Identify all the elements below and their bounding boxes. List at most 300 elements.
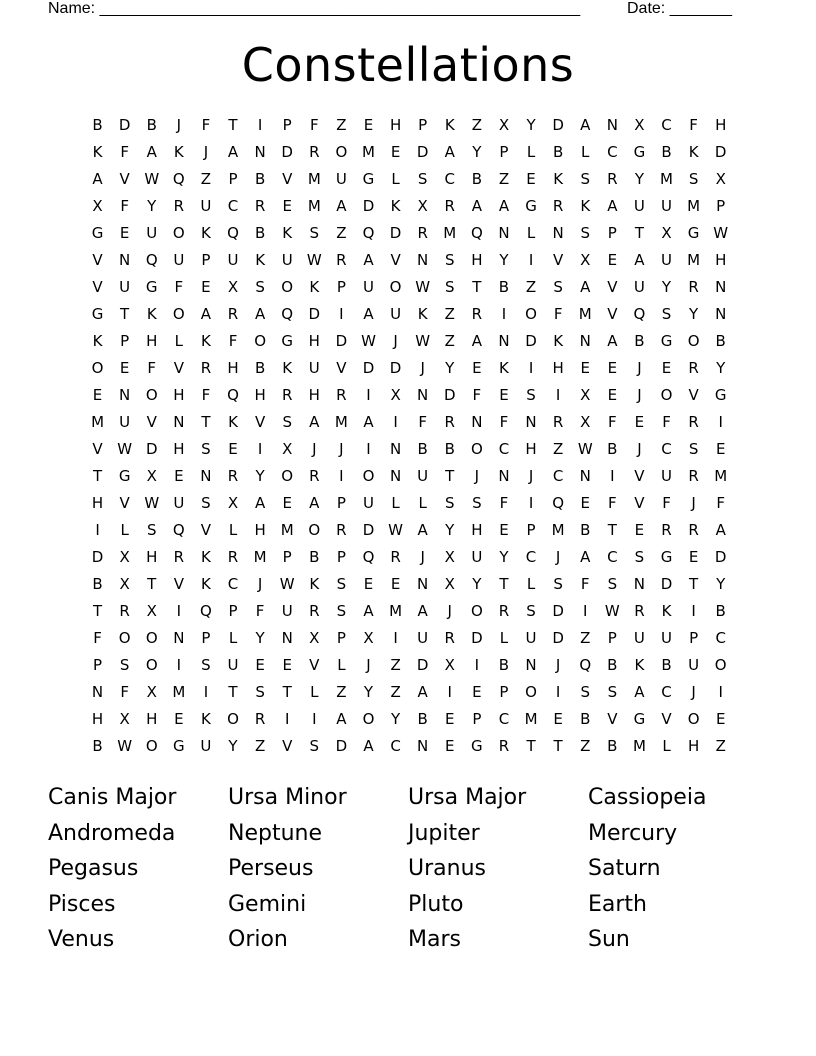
grid-letter[interactable]: N [606,115,618,134]
grid-letter[interactable]: R [607,169,618,188]
grid-letter[interactable]: X [146,466,157,485]
grid-letter[interactable]: T [92,601,103,620]
grid-letter[interactable]: D [362,520,375,539]
grid-letter[interactable]: E [607,358,618,377]
grid-letter[interactable]: R [227,547,239,566]
grid-letter[interactable]: I [501,304,507,323]
grid-letter[interactable]: D [335,331,348,350]
grid-letter[interactable]: I [555,682,561,701]
grid-letter[interactable]: X [444,547,455,566]
grid-letter[interactable]: P [499,682,509,701]
grid-letter[interactable]: N [525,412,537,431]
grid-letter[interactable]: K [146,304,157,323]
grid-letter[interactable]: E [363,115,374,134]
grid-letter[interactable]: P [282,115,292,134]
grid-letter[interactable]: Q [172,520,185,539]
grid-letter[interactable]: H [91,709,104,728]
grid-letter[interactable]: F [120,682,129,701]
grid-letter[interactable]: K [444,115,455,134]
grid-letter[interactable]: O [91,358,104,377]
grid-letter[interactable]: B [607,736,618,755]
grid-letter[interactable]: E [607,385,618,404]
grid-letter[interactable]: F [608,412,617,431]
grid-letter[interactable]: E [526,169,536,188]
grid-letter[interactable]: F [662,493,671,512]
grid-letter[interactable]: A [634,682,645,701]
grid-letter[interactable]: J [474,466,480,485]
grid-letter[interactable]: S [634,547,645,566]
grid-letter[interactable]: U [633,196,645,215]
grid-letter[interactable]: N [417,736,429,755]
grid-letter[interactable]: J [637,385,642,404]
grid-letter[interactable]: C [498,709,510,728]
grid-letter[interactable]: V [661,709,672,728]
grid-letter[interactable]: E [553,709,563,728]
grid-letter[interactable]: F [716,493,726,512]
grid-letter[interactable]: R [254,709,266,728]
grid-letter[interactable]: V [119,169,130,188]
grid-letter[interactable]: A [363,412,374,431]
grid-letter[interactable]: E [499,385,509,404]
grid-letter[interactable]: D [389,223,402,242]
grid-letter[interactable]: C [525,547,537,566]
grid-letter[interactable]: R [309,601,320,620]
grid-letter[interactable]: X [309,628,320,647]
grid-letter[interactable]: N [173,412,185,431]
grid-letter[interactable]: P [228,169,238,188]
grid-letter[interactable]: N [254,142,266,161]
grid-letter[interactable]: N [417,250,429,269]
grid-letter[interactable]: U [281,250,293,269]
grid-letter[interactable]: L [418,493,427,512]
grid-letter[interactable]: S [336,601,347,620]
grid-letter[interactable]: S [309,736,320,755]
grid-letter[interactable]: O [172,304,185,323]
grid-letter[interactable]: F [499,412,509,431]
grid-letter[interactable]: D [145,439,158,458]
grid-letter[interactable]: G [633,709,646,728]
grid-letter[interactable]: O [254,331,267,350]
grid-letter[interactable]: C [552,466,564,485]
grid-letter[interactable]: A [417,682,428,701]
grid-letter[interactable]: Y [255,466,265,485]
grid-letter[interactable]: J [555,655,561,674]
grid-letter[interactable]: U [335,169,347,188]
grid-letter[interactable]: C [661,439,672,458]
grid-letter[interactable]: S [526,385,536,404]
grid-letter[interactable]: I [610,466,615,485]
grid-letter[interactable]: J [691,682,696,701]
grid-letter[interactable]: I [718,682,723,701]
grid-letter[interactable]: Q [362,547,375,566]
grid-letter[interactable]: R [336,520,347,539]
grid-letter[interactable]: V [92,277,103,296]
grid-letter[interactable]: A [146,142,157,161]
grid-letter[interactable]: O [172,223,185,242]
grid-letter[interactable]: S [201,439,211,458]
grid-letter[interactable]: B [634,331,645,350]
grid-letter[interactable]: E [688,547,699,566]
grid-letter[interactable]: B [498,655,510,674]
grid-letter[interactable]: U [308,358,320,377]
grid-letter[interactable]: U [417,466,429,485]
grid-letter[interactable]: R [309,142,320,161]
grid-letter[interactable]: A [417,520,428,539]
grid-letter[interactable]: M [443,223,457,242]
grid-letter[interactable]: U [661,466,672,485]
grid-letter[interactable]: E [282,655,292,674]
grid-letter[interactable]: Y [147,196,157,215]
grid-letter[interactable]: K [580,196,591,215]
grid-letter[interactable]: I [339,466,344,485]
grid-letter[interactable]: P [336,277,346,296]
grid-letter[interactable]: B [417,439,428,458]
grid-letter[interactable]: K [173,142,184,161]
grid-letter[interactable]: M [687,250,701,269]
grid-letter[interactable]: T [553,736,563,755]
grid-letter[interactable]: P [716,196,726,215]
grid-letter[interactable]: E [580,358,590,377]
grid-letter[interactable]: V [390,250,401,269]
grid-letter[interactable]: L [310,682,319,701]
grid-letter[interactable]: J [203,142,209,161]
grid-letter[interactable]: X [580,412,591,431]
grid-letter[interactable]: B [661,142,672,161]
grid-letter[interactable]: D [362,196,375,215]
grid-letter[interactable]: I [257,439,263,458]
grid-letter[interactable]: J [420,358,425,377]
grid-letter[interactable]: K [201,331,211,350]
grid-letter[interactable]: O [281,277,294,296]
grid-letter[interactable]: Z [390,655,401,674]
grid-letter[interactable]: R [661,520,672,539]
grid-letter[interactable]: T [689,574,699,593]
grid-letter[interactable]: L [662,736,671,755]
grid-letter[interactable]: T [607,520,617,539]
grid-letter[interactable]: A [580,547,591,566]
grid-letter[interactable]: W [144,169,160,188]
grid-letter[interactable]: R [444,628,455,647]
grid-letter[interactable]: O [118,628,131,647]
grid-letter[interactable]: D [389,358,402,377]
grid-letter[interactable]: L [391,169,400,188]
grid-letter[interactable]: Z [254,736,266,755]
grid-letter[interactable]: A [634,250,645,269]
grid-letter[interactable]: A [580,277,591,296]
grid-letter[interactable]: D [552,601,564,620]
grid-letter[interactable]: V [607,277,618,296]
grid-letter[interactable]: D [714,547,727,566]
grid-letter[interactable]: X [146,601,157,620]
grid-letter[interactable]: C [661,115,672,134]
grid-letter[interactable]: W [415,277,431,296]
grid-letter[interactable]: C [607,547,618,566]
grid-letter[interactable]: I [176,655,182,674]
grid-letter[interactable]: L [526,574,536,593]
grid-letter[interactable]: S [445,277,455,296]
grid-letter[interactable]: M [253,547,267,566]
grid-letter[interactable]: X [119,547,130,566]
grid-letter[interactable]: H [715,115,727,134]
grid-letter[interactable]: I [339,304,344,323]
grid-letter[interactable]: O [525,304,537,323]
grid-letter[interactable]: R [688,412,699,431]
grid-letter[interactable]: O [145,736,158,755]
grid-letter[interactable]: S [607,682,618,701]
grid-letter[interactable]: I [366,439,371,458]
grid-letter[interactable]: H [471,520,483,539]
grid-letter[interactable]: H [91,493,104,512]
grid-letter[interactable]: A [363,736,374,755]
grid-letter[interactable]: E [499,520,509,539]
grid-letter[interactable]: F [499,493,509,512]
grid-letter[interactable]: N [498,331,510,350]
grid-letter[interactable]: H [173,385,185,404]
grid-letter[interactable]: U [688,655,700,674]
grid-letter[interactable]: B [309,547,320,566]
grid-letter[interactable]: U [390,304,402,323]
grid-letter[interactable]: C [390,736,401,755]
grid-letter[interactable]: A [336,709,347,728]
grid-letter[interactable]: K [92,331,103,350]
grid-letter[interactable]: E [228,439,238,458]
grid-letter[interactable]: H [146,331,158,350]
grid-letter[interactable]: U [281,601,293,620]
grid-letter[interactable]: D [118,115,131,134]
grid-letter[interactable]: F [553,304,563,323]
grid-letter[interactable]: W [604,601,620,620]
grid-letter[interactable]: Y [499,547,509,566]
grid-letter[interactable]: X [580,385,591,404]
grid-letter[interactable]: T [147,574,157,593]
grid-letter[interactable]: V [634,466,645,485]
grid-letter[interactable]: J [420,547,425,566]
grid-letter[interactable]: B [471,169,482,188]
grid-letter[interactable]: G [118,466,131,485]
grid-letter[interactable]: V [553,250,564,269]
grid-letter[interactable]: A [200,304,212,323]
grid-letter[interactable]: X [119,709,130,728]
grid-letter[interactable]: E [634,412,645,431]
grid-letter[interactable]: Q [172,169,185,188]
grid-letter[interactable]: U [119,277,131,296]
grid-letter[interactable]: R [444,196,455,215]
grid-letter[interactable]: C [227,196,239,215]
grid-letter[interactable]: Z [498,169,510,188]
grid-letter[interactable]: Q [633,304,646,323]
grid-letter[interactable]: K [417,304,428,323]
grid-letter[interactable]: A [336,196,347,215]
grid-letter[interactable]: H [308,385,320,404]
grid-letter[interactable]: O [335,142,348,161]
grid-letter[interactable]: V [146,412,157,431]
grid-letter[interactable]: X [92,196,103,215]
grid-letter[interactable]: W [117,439,133,458]
grid-letter[interactable]: J [176,115,182,134]
grid-letter[interactable]: H [308,331,320,350]
grid-letter[interactable]: J [555,547,561,566]
grid-letter[interactable]: H [525,439,537,458]
grid-letter[interactable]: E [201,277,211,296]
grid-letter[interactable]: I [366,385,371,404]
grid-letter[interactable]: N [471,412,483,431]
grid-letter[interactable]: H [146,709,158,728]
grid-letter[interactable]: F [662,412,671,431]
grid-letter[interactable]: D [552,628,564,647]
grid-letter[interactable]: E [119,223,130,242]
grid-letter[interactable]: B [146,115,157,134]
grid-letter[interactable]: L [228,520,238,539]
grid-letter[interactable]: S [445,493,455,512]
grid-letter[interactable]: S [688,439,699,458]
grid-letter[interactable]: U [633,628,645,647]
grid-letter[interactable]: W [117,736,133,755]
grid-letter[interactable]: G [281,331,294,350]
grid-letter[interactable]: J [637,358,642,377]
grid-letter[interactable]: M [524,709,538,728]
grid-letter[interactable]: M [687,196,701,215]
grid-letter[interactable]: G [471,736,483,755]
grid-letter[interactable]: H [552,358,564,377]
grid-letter[interactable]: S [417,169,428,188]
grid-letter[interactable]: Y [472,574,482,593]
grid-letter[interactable]: Q [579,655,592,674]
grid-letter[interactable]: M [714,466,728,485]
grid-letter[interactable]: Q [145,250,158,269]
grid-letter[interactable]: K [201,223,211,242]
grid-letter[interactable]: V [282,169,293,188]
grid-letter[interactable]: S [201,655,211,674]
grid-letter[interactable]: W [713,223,729,242]
grid-letter[interactable]: U [200,196,212,215]
grid-letter[interactable]: U [200,736,212,755]
grid-letter[interactable]: A [607,331,618,350]
grid-letter[interactable]: B [254,223,266,242]
grid-letter[interactable]: U [633,277,645,296]
grid-letter[interactable]: O [389,277,402,296]
grid-letter[interactable]: N [715,277,727,296]
grid-letter[interactable]: E [472,682,482,701]
grid-letter[interactable]: Q [552,493,565,512]
grid-letter[interactable]: Y [634,169,644,188]
grid-letter[interactable]: Y [499,250,509,269]
grid-letter[interactable]: D [335,736,348,755]
grid-letter[interactable]: Z [336,223,347,242]
grid-letter[interactable]: Y [445,358,455,377]
grid-letter[interactable]: A [417,601,428,620]
grid-letter[interactable]: B [607,439,618,458]
grid-letter[interactable]: J [257,574,263,593]
grid-letter[interactable]: B [552,142,564,161]
grid-letter[interactable]: N [417,574,429,593]
grid-letter[interactable]: F [418,412,427,431]
grid-letter[interactable]: K [499,358,509,377]
grid-letter[interactable]: H [146,547,158,566]
grid-letter[interactable]: Z [336,115,347,134]
grid-letter[interactable]: G [633,142,646,161]
grid-letter[interactable]: E [445,709,455,728]
grid-letter[interactable]: U [661,250,672,269]
grid-letter[interactable]: C [444,169,455,188]
grid-letter[interactable]: M [334,412,348,431]
grid-letter[interactable]: B [580,520,591,539]
grid-letter[interactable]: V [309,655,320,674]
grid-letter[interactable]: O [362,466,375,485]
grid-letter[interactable]: T [228,115,238,134]
grid-letter[interactable]: Z [553,439,564,458]
grid-letter[interactable]: R [227,304,239,323]
grid-letter[interactable]: I [555,385,561,404]
grid-letter[interactable]: V [336,358,347,377]
grid-letter[interactable]: B [417,709,428,728]
grid-letter[interactable]: X [661,223,672,242]
grid-letter[interactable]: M [307,169,321,188]
grid-letter[interactable]: Z [580,736,591,755]
grid-letter[interactable]: T [120,304,130,323]
grid-letter[interactable]: L [391,493,400,512]
grid-letter[interactable]: S [472,493,482,512]
grid-letter[interactable]: A [715,520,726,539]
grid-letter[interactable]: X [390,385,401,404]
grid-letter[interactable]: V [173,358,184,377]
grid-letter[interactable]: A [471,331,482,350]
grid-letter[interactable]: I [203,682,209,701]
grid-letter[interactable]: R [634,601,645,620]
grid-letter[interactable]: X [444,574,455,593]
grid-letter[interactable]: W [144,493,160,512]
grid-letter[interactable]: O [145,385,158,404]
grid-letter[interactable]: R [498,601,510,620]
grid-letter[interactable]: N [91,682,104,701]
grid-letter[interactable]: A [309,493,320,512]
grid-letter[interactable]: G [525,196,537,215]
grid-letter[interactable]: R [119,601,130,620]
grid-letter[interactable]: Z [715,736,726,755]
grid-letter[interactable]: Z [444,304,455,323]
grid-letter[interactable]: R [688,358,699,377]
grid-letter[interactable]: A [363,601,374,620]
grid-letter[interactable]: K [553,331,564,350]
grid-letter[interactable]: D [714,142,727,161]
grid-letter[interactable]: P [228,601,238,620]
grid-letter[interactable]: K [201,709,211,728]
grid-letter[interactable]: F [472,385,482,404]
grid-letter[interactable]: M [578,304,592,323]
grid-letter[interactable]: N [173,628,185,647]
grid-letter[interactable]: E [174,709,184,728]
grid-letter[interactable]: X [119,574,130,593]
grid-letter[interactable]: O [281,466,294,485]
grid-letter[interactable]: S [255,277,265,296]
grid-letter[interactable]: Z [390,682,401,701]
grid-letter[interactable]: J [339,439,344,458]
grid-letter[interactable]: I [528,250,534,269]
grid-letter[interactable]: F [608,493,617,512]
grid-letter[interactable]: Q [200,601,212,620]
grid-letter[interactable]: E [92,385,103,404]
grid-letter[interactable]: V [92,439,103,458]
grid-letter[interactable]: G [660,331,673,350]
grid-letter[interactable]: S [336,574,347,593]
grid-letter[interactable]: E [580,493,590,512]
grid-letter[interactable]: R [688,466,699,485]
grid-letter[interactable]: U [525,628,537,647]
grid-letter[interactable]: K [228,412,238,431]
grid-letter[interactable]: D [471,628,483,647]
grid-letter[interactable]: Z [471,115,482,134]
grid-letter[interactable]: I [583,601,588,620]
grid-letter[interactable]: Q [470,223,483,242]
